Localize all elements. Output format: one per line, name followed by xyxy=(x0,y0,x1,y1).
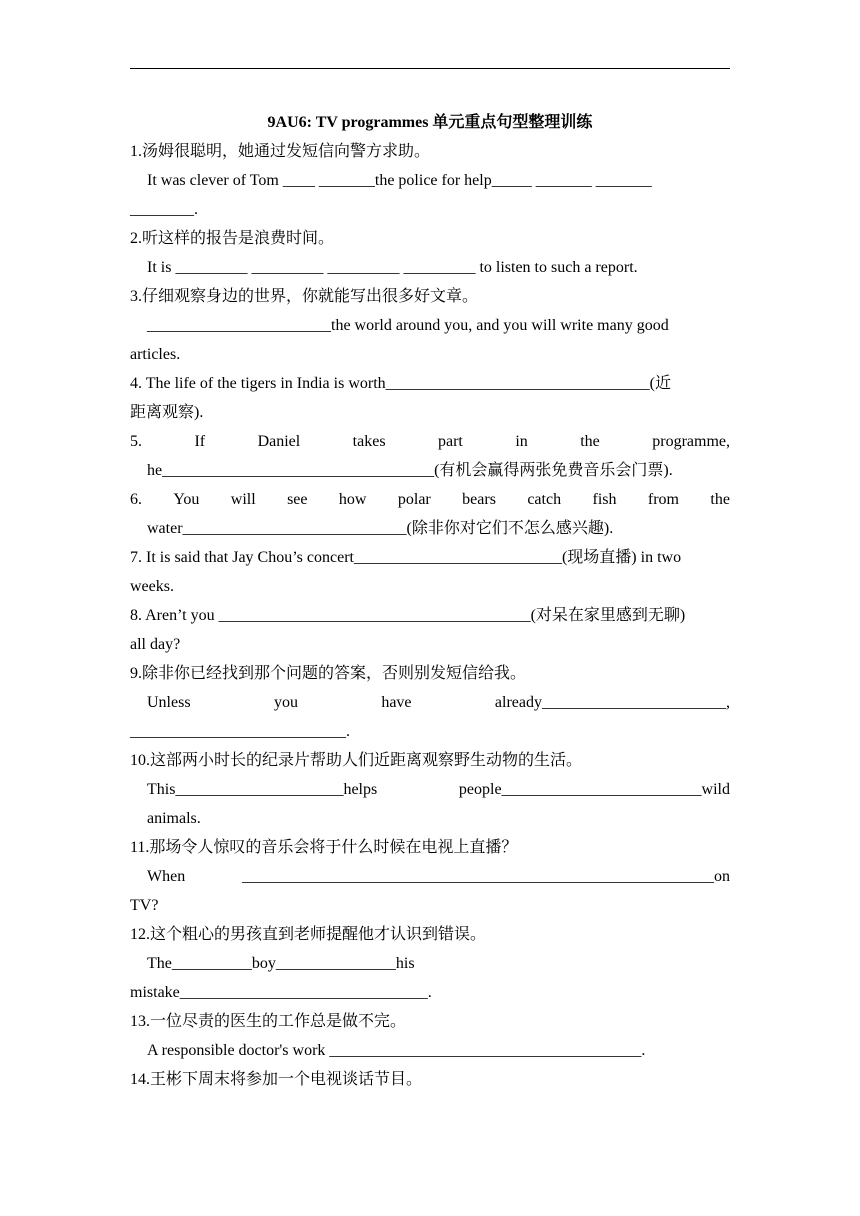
q9-chinese: 9.除非你已经找到那个问题的答案，否则别发短信给我。 xyxy=(130,665,527,682)
q3-english-cont: articles. xyxy=(130,346,181,363)
q10-word: people_________________________wild xyxy=(458,781,730,798)
q6-word: from xyxy=(647,491,679,508)
q13-chinese: 13.一位尽责的医生的工作总是做不完。 xyxy=(130,1013,407,1030)
q4-english: 4. The life of the tigers in India is worth_________________________________(近 xyxy=(130,375,671,392)
q9-english xyxy=(147,692,730,714)
q3-chinese: 3.仔细观察身边的世界，你就能写出很多好文章。 xyxy=(130,288,479,305)
q5-word: If xyxy=(194,433,206,450)
q6-word: catch xyxy=(527,491,562,508)
q5-word: programme, xyxy=(652,433,730,450)
q6-word: will xyxy=(230,491,256,508)
q9-word: already_______________________, xyxy=(494,694,730,711)
q2-chinese: 2.听这样的报告是浪费时间。 xyxy=(130,230,335,247)
q10-english xyxy=(147,779,730,801)
q12-chinese: 12.这个粗心的男孩直到老师提醒他才认识到错误。 xyxy=(130,926,487,943)
q5-english xyxy=(130,431,730,453)
q12-english-cont: mistake_______________________________. xyxy=(130,984,432,1001)
q8-english: 8. Aren’t you _______________________________________(对呆在家里感到无聊) xyxy=(130,607,686,624)
q12-english: The__________boy_______________his xyxy=(147,955,415,972)
q6-english-cont: water____________________________(除非你对它们不怎么感兴趣). xyxy=(147,520,614,537)
q6-english xyxy=(130,489,730,511)
q7-english-cont: weeks. xyxy=(130,578,174,595)
q5-word: part xyxy=(438,433,463,450)
q5-word: Daniel xyxy=(257,433,301,450)
q6-word: polar xyxy=(397,491,431,508)
q1-english-cont: ________. xyxy=(130,201,198,218)
q11-word: When xyxy=(147,868,186,885)
q14-chinese: 14.王彬下周末将参加一个电视谈话节目。 xyxy=(130,1071,423,1088)
q1-part: It was clever of Tom ____ _______the police for help_____ _______ _______ xyxy=(147,172,652,189)
q5-english-cont: he__________________________________(有机会赢得两张免费音乐会门票). xyxy=(147,462,673,479)
q3-english: _______________________the world around you, and you will write many good xyxy=(147,317,669,334)
q13-english: A responsible doctor's work _______________________________________. xyxy=(147,1042,646,1059)
q11-chinese: 11.那场令人惊叹的音乐会将于什么时候在电视上直播？ xyxy=(130,839,518,856)
worksheet-title: 9AU6: TV programmes 单元重点句型整理训练 xyxy=(267,114,593,131)
q10-word: This_____________________helps xyxy=(147,781,378,798)
q11-english xyxy=(147,866,730,888)
q10-english-cont: animals. xyxy=(147,810,201,827)
q9-word: have xyxy=(381,694,412,711)
q10-chinese: 10.这部两小时长的纪录片帮助人们近距离观察野生动物的生活。 xyxy=(130,752,583,769)
q6-word: see xyxy=(287,491,308,508)
q11-english-cont: TV? xyxy=(130,897,159,914)
q1-english xyxy=(147,170,730,192)
q9-word: you xyxy=(273,694,298,711)
q5-word: the xyxy=(580,433,600,450)
q1-chinese: 1.汤姆很聪明，她通过发短信向警方求助。 xyxy=(130,143,431,160)
q6-word: how xyxy=(338,491,367,508)
q11-word: ___________________________________________________________on xyxy=(242,868,730,885)
q6-word: bears xyxy=(462,491,496,508)
q5-word: in xyxy=(515,433,528,450)
q4-english-cont: 距离观察). xyxy=(130,404,204,421)
q5-word: 5. xyxy=(130,433,142,450)
q8-english-cont: all day? xyxy=(130,636,181,653)
q7-english: 7. It is said that Jay Chou’s concert__________________________(现场直播) in two xyxy=(130,549,682,566)
q6-word: 6. xyxy=(130,491,142,508)
header-rule xyxy=(130,68,730,69)
q5-word: takes xyxy=(352,433,386,450)
q2-english: It is _________ _________ _________ _________ to listen to such a report. xyxy=(147,259,638,276)
q6-word: You xyxy=(173,491,200,508)
q6-word: fish xyxy=(592,491,617,508)
q6-word: the xyxy=(710,491,730,508)
q9-word: Unless xyxy=(147,694,191,711)
q9-english-cont: ___________________________. xyxy=(130,723,350,740)
